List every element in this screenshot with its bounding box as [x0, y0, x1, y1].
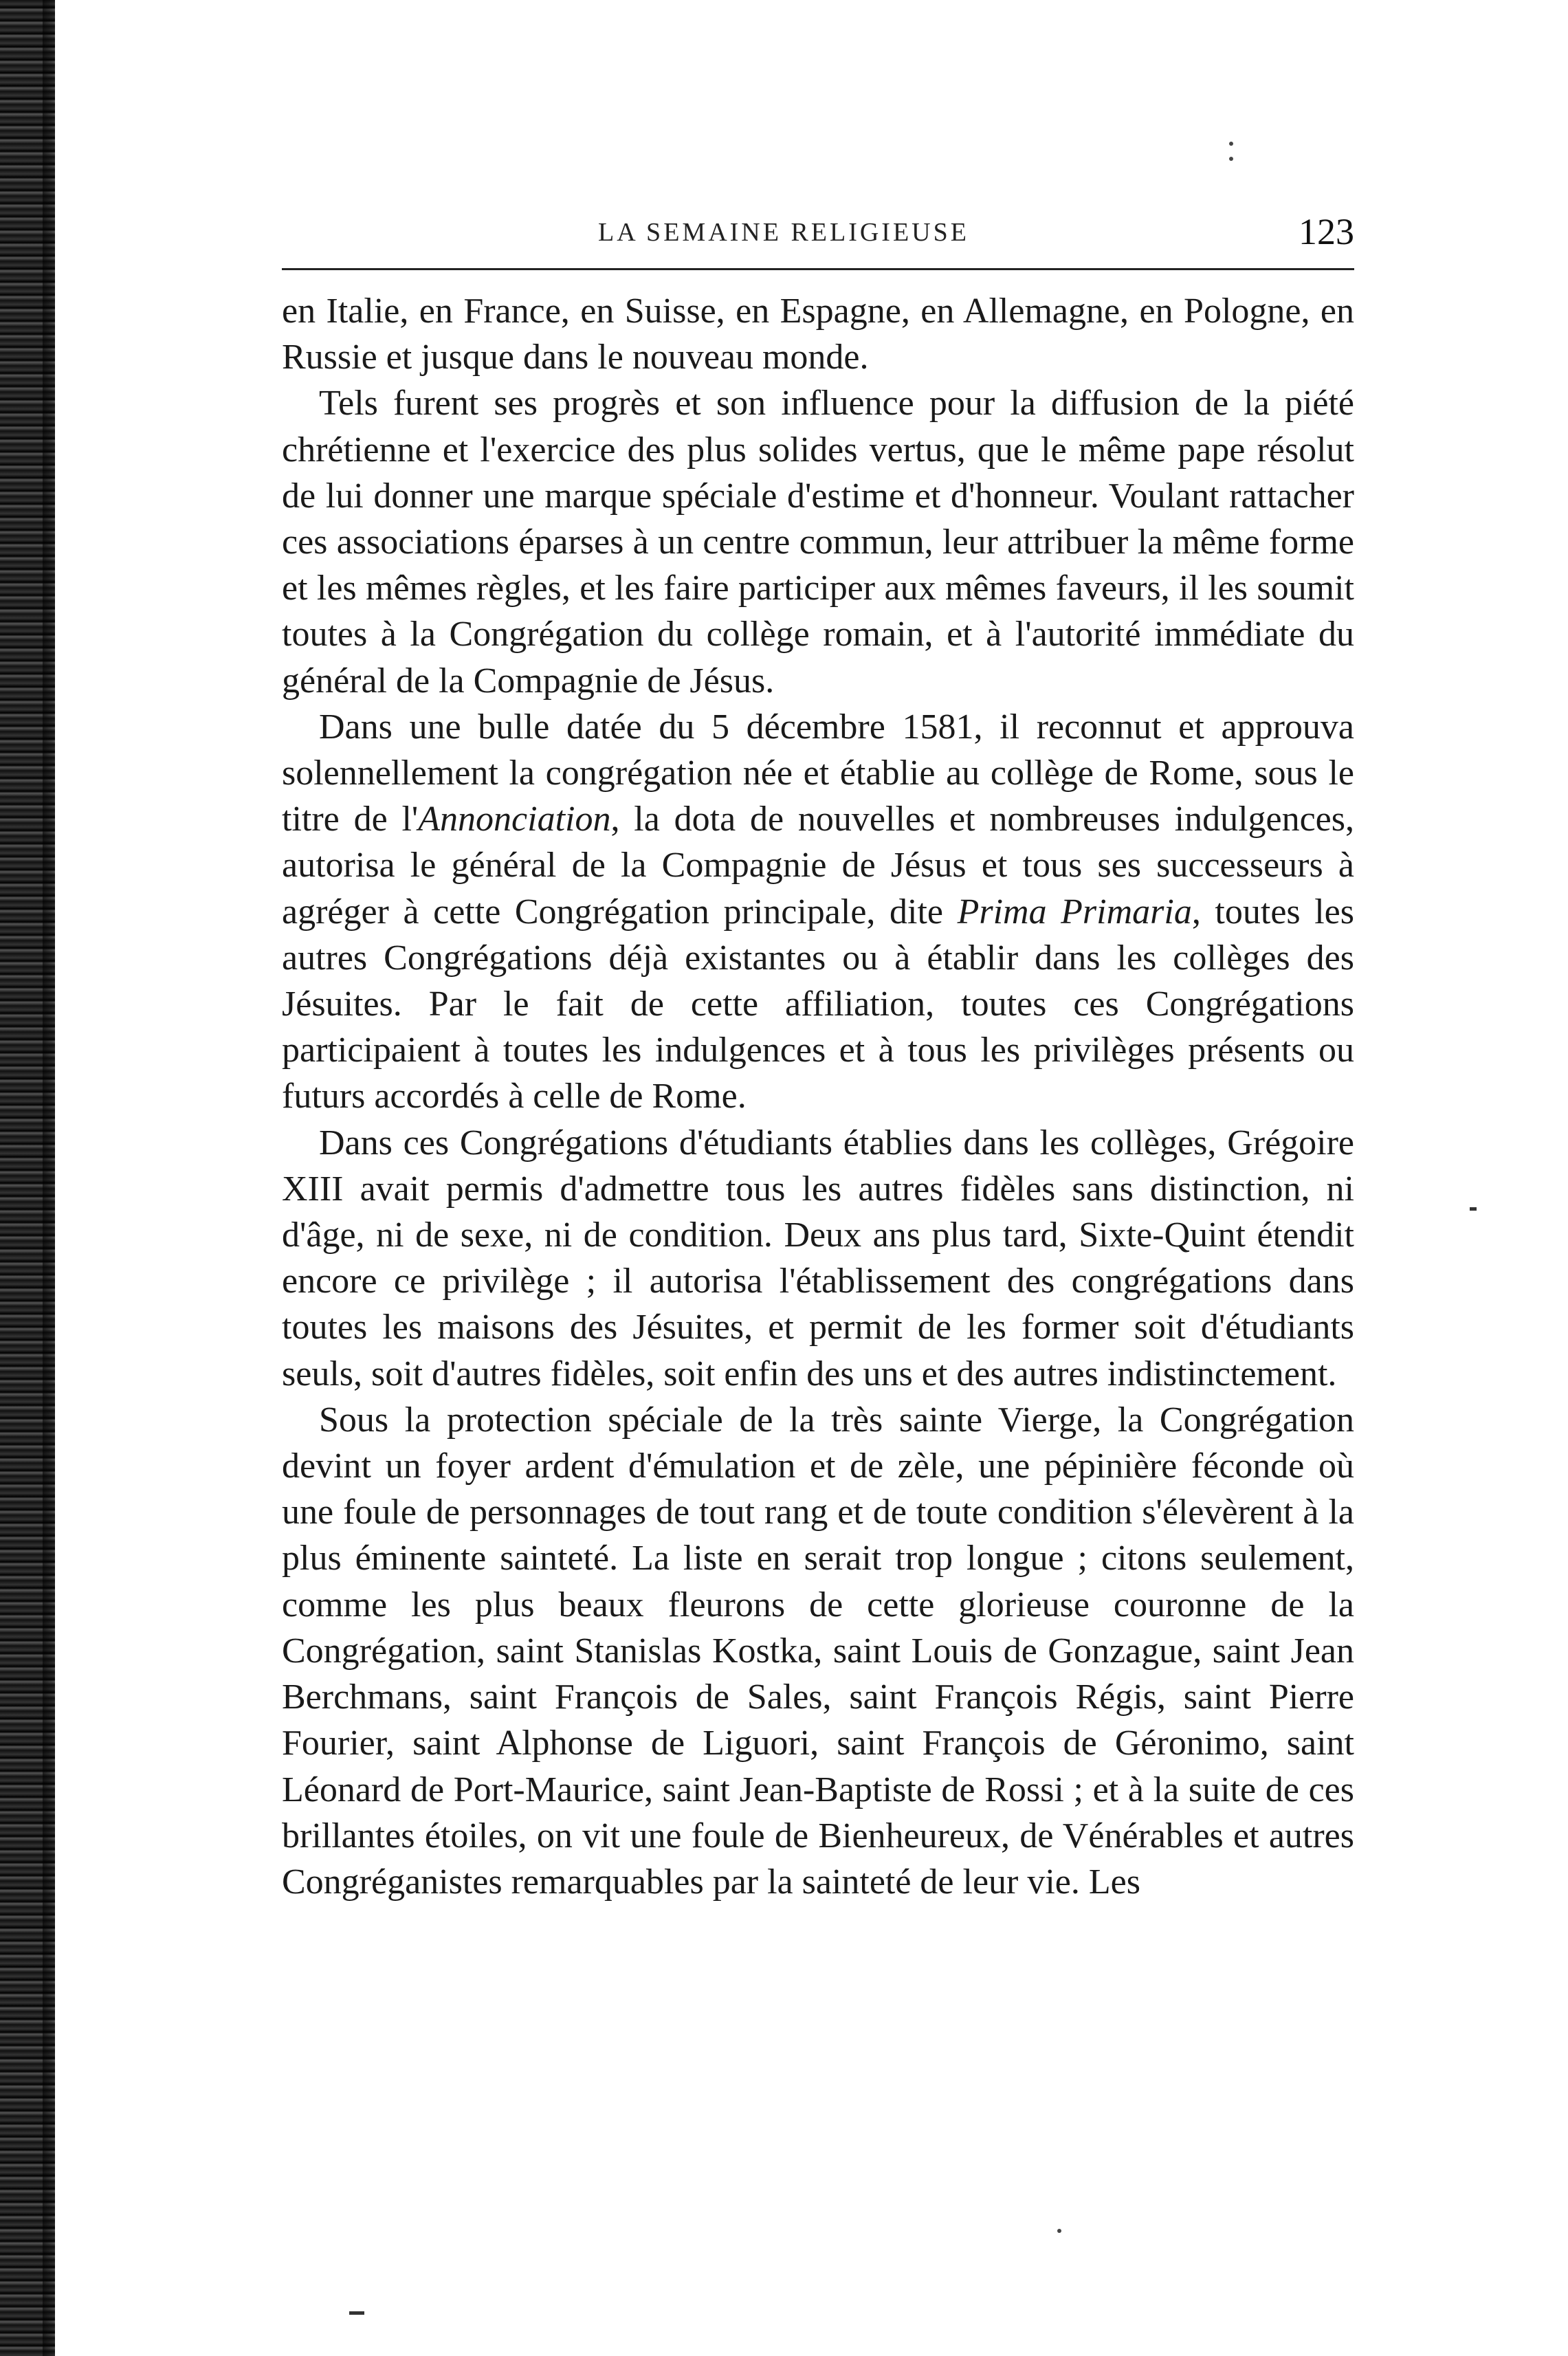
paragraph-3-italic-annonciation: Annonciation — [418, 800, 611, 839]
running-title: LA SEMAINE RELIGIEUSE — [598, 218, 969, 247]
scan-speck — [1229, 157, 1233, 161]
paragraph-3-part-3: , toutes les autres Congrégations déjà existantes ou à établir dans les collèges des Jésuites. Par le fait de cette affiliation, toutes ces Congrégations participaient à toutes les indulgences et à tous les privilèges présents ou futurs accordés à celle de Rome. — [282, 892, 1354, 1116]
scan-speck — [1229, 142, 1233, 146]
paragraph-3 — [282, 704, 1354, 1120]
running-header — [282, 206, 1354, 270]
paragraph-2: Tels furent ses progrès et son influence pour la diffusion de la piété chrétienne et l'exercice des plus solides vertus, que le même pape résolut de lui donner une marque spéciale d'estime et d'honneur. Voulant rattacher ces associations éparses à un centre commun, leur attribuer la même forme et les mêmes règles, et les faire participer aux mêmes faveurs, il les soumit toutes à la Congrégation du collège romain, et à l'autorité immédiate du général de la Compagnie de Jésus. — [282, 384, 1354, 701]
body-text — [282, 288, 1354, 1905]
scan-mark — [1470, 1207, 1477, 1211]
paragraph-5: Sous la protection spéciale de la très sainte Vierge, la Congrégation devint un foyer ardent d'émulation et de zèle, une pépinière féconde où une foule de personnages de tout rang et de toute condition s'élevèrent à la plus éminente sainteté. La liste en serait trop longue ; citons seulement, comme les plus beaux fleurons de cette glorieuse couronne de la Congrégation, saint Stanislas Kostka, saint Louis de Gonzague, saint Jean Berchmans, saint François de Sales, saint François Régis, saint Pierre Fourier, saint Alphonse de Liguori, saint François de Géronimo, saint Léonard de Port-Maurice, saint Jean-Baptiste de Rossi ; et à la suite de ces brillantes étoiles, on vit une foule de Bienheureux, de Vénérables et autres Congréganistes remarquables par la sainteté de leur vie. Les — [282, 1400, 1354, 1902]
book-page — [282, 206, 1354, 1905]
paragraph-3-part-1: Dans une bulle datée du 5 décembre 1581, il reconnut et approuva solennellement la congrégation née et établie au collège de Rome, sous le titre de l' — [282, 707, 1354, 839]
paragraph-3-part-2: , la dota de nouvelles et nombreuses indulgences, autorisa le général de la Compagnie de Jésus et tous ses successeurs à agréger à cette Congrégation principale, dite — [282, 800, 1354, 932]
paragraph-3-italic-prima-primaria: Prima Primaria — [957, 892, 1192, 932]
scan-mark — [349, 2311, 364, 2315]
paragraph-4: Dans ces Congrégations d'étudiants établies dans les collèges, Grégoire XIII avait permis d'admettre tous les autres fidèles sans distinction, ni d'âge, ni de sexe, ni de condition. Deux ans plus tard, Sixte-Quint étendit encore ce privilège ; il autorisa l'établissement des congrégations dans toutes les maisons des Jésuites, et permit de les former soit d'étudiants seuls, soit d'autres fidèles, soit enfin des uns et des autres indistinctement. — [282, 1123, 1354, 1394]
paragraph-1: en Italie, en France, en Suisse, en Espagne, en Allemagne, en Pologne, en Russie et jusque dans le nouveau monde. — [282, 291, 1354, 377]
scan-speck — [1057, 2229, 1061, 2233]
scanned-binding-edge — [0, 0, 55, 2356]
page-number: 123 — [1299, 211, 1354, 252]
